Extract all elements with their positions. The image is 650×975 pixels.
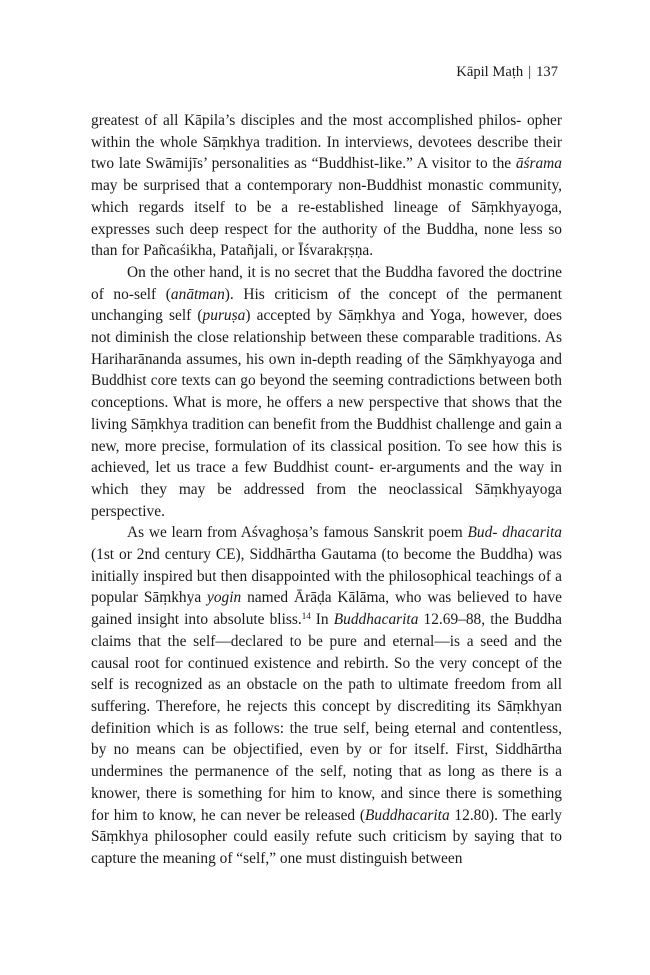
- running-title: Kāpil Maṭh: [456, 64, 524, 80]
- text-run: ) accepted by Sāṃkhya and Yoga, however, does not diminish the close relationship between these comparable traditions. As Hariharānanda assumes, his own in-depth reading of the Sāṃkhyayoga and Buddhist core texts can go beyond the seeming contradictions between both conceptions. What is more, he offers a new perspective that shows that the living Sāṃkhya tradition can benefit from the Buddhist challenge and gain a new, more precise, formulation of its classical position. To see how this is achieved, let us trace a few Buddhist count- er-arguments and the way in which they may be addressed from the neoclassical Sāṃkhyayoga perspective.: [91, 307, 562, 520]
- italic-term: anātman: [170, 285, 225, 303]
- italic-term: Buddhacarita: [365, 806, 450, 824]
- text-run: ). His criticism of the concept of the permanent unchanging self (: [91, 285, 562, 325]
- paragraph-1: [91, 110, 562, 262]
- italic-term: Bud- dhacarita: [467, 524, 562, 542]
- text-run: greatest of all Kāpila’s disciples and the most accomplished philos- opher within the whole Sāṃkhya tradition. In interviews, devotees describe their two late Swāmijīs’ personalities as “Buddhist-like.” A visitor to the: [91, 112, 562, 173]
- text-run: may be surprised that a contemporary non-Buddhist monastic community, which regards itself to be a re-established lineage of Sāṃkhyayoga, expresses such deep respect for the authority of the Buddha, none less so than for Pañcaśikha, Patañjali, or Īśvarakṛṣṇa.: [91, 177, 562, 260]
- text-run: 12.80). The early Sāṃkhya philosopher could easily refute such criticism by saying that to capture the meaning of “self,” one must distinguish between: [91, 806, 562, 867]
- body-text: [91, 110, 562, 870]
- text-run: (1st or 2nd century CE), Siddhārtha Gautama (to become the Buddha) was initially inspired but then disappointed with the philosophical teachings of a popular Sāṃkhya: [91, 546, 562, 607]
- italic-term: Buddhacarita: [333, 611, 419, 629]
- italic-term: yogin: [207, 589, 242, 607]
- text-run: named Ārāḍa Kālāma, who was believed to have gained insight into absolute bliss.: [91, 589, 562, 629]
- text-run: As we learn from Aśvaghoṣa’s famous Sanskrit poem: [127, 524, 468, 542]
- text-run: On the other hand, it is no secret that the Buddha favored the doctrine of no-self (: [91, 263, 562, 303]
- page-number: 137: [536, 64, 558, 80]
- running-head: [456, 63, 558, 81]
- text-run: 12.69–88, the Buddha claims that the self—declared to be pure and eternal—is a seed and the causal root for continued existence and rebirth. So the very concept of the self is recognized as an obstacle on the path to ultimate freedom from all suffering. Therefore, he rejects this concept by discrediting its Sāṃkhyan definition which is as follows: the true self, being eternal and contentless, by no means can be objectified, even by or for itself. First, Siddhārtha undermines the permanence of the self, noting that as long as there is a knower, there is something for him to know, and since there is something for him to know, he can never be released (: [91, 611, 562, 824]
- italic-term: puruṣa: [202, 307, 246, 325]
- paragraph-2: [91, 262, 562, 522]
- footnote-marker: 14: [301, 611, 311, 622]
- paragraph-3: [91, 522, 562, 869]
- text-run: In: [310, 611, 334, 629]
- italic-term: āśrama: [515, 155, 562, 173]
- header-separator: |: [528, 64, 532, 80]
